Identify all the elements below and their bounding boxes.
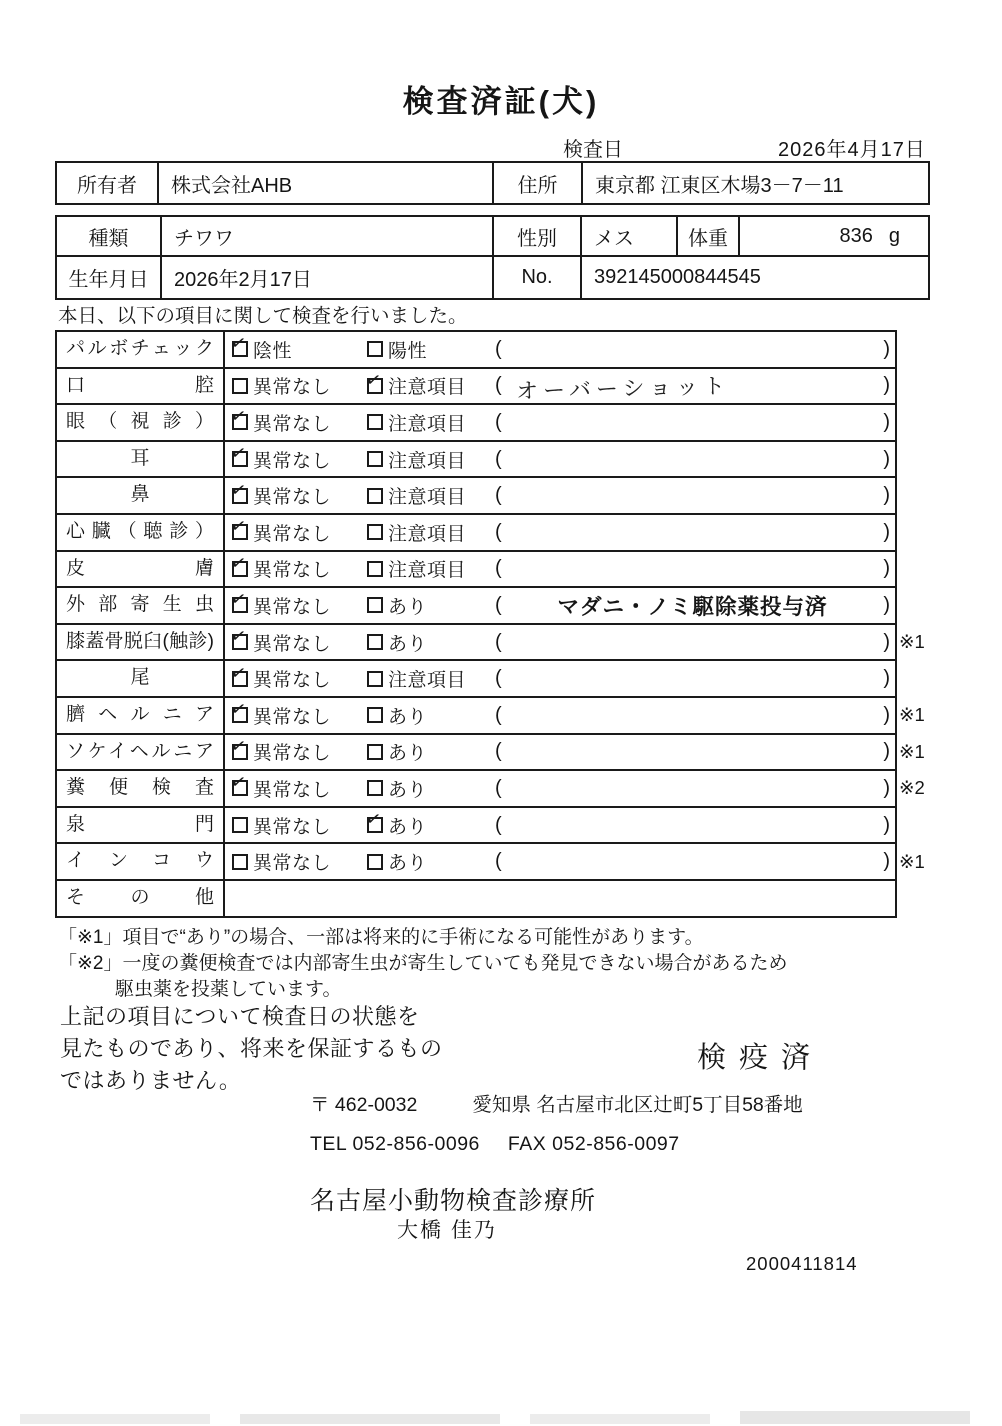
checklist-row-fontanelle <box>57 806 895 843</box>
check-icon: ✓ <box>229 441 248 465</box>
paren-close: ) <box>883 850 890 873</box>
postal-code: 〒 462-0032 <box>310 1094 418 1116</box>
option-no-abnormality: ✓ 異常なし <box>229 441 332 472</box>
intro-text: 本日、以下の項目に関して検査を行いました。 <box>58 305 468 327</box>
exam-item-label: 口腔 <box>57 369 225 404</box>
checkbox-icon <box>367 341 383 357</box>
exam-item-label: 耳 <box>57 442 225 477</box>
checkbox-icon <box>364 368 383 394</box>
other-empty-cell <box>225 881 895 916</box>
checkbox-icon <box>229 441 248 467</box>
footnote-mark: ※1 <box>899 740 925 762</box>
no-label: No. <box>492 257 580 298</box>
option-no-abnormality: ✓ 異常なし <box>229 734 332 765</box>
checkbox-icon <box>367 488 383 504</box>
paren-close: ) <box>883 374 890 397</box>
option-no-abnormality: 異常なし <box>232 812 367 839</box>
checkbox-icon <box>229 734 248 760</box>
exam-item-label: 鼻 <box>57 478 225 513</box>
checkbox-icon <box>367 561 383 577</box>
option-present: あり <box>367 775 495 802</box>
paren-close: ) <box>883 520 890 543</box>
weight-value: 836 <box>839 224 873 247</box>
exam-item-label: 外部寄生虫 <box>57 588 225 623</box>
option-present: ✓ あり <box>364 807 428 838</box>
paren-close: ) <box>883 484 890 507</box>
checkbox-icon <box>367 597 383 613</box>
check-icon: ✓ <box>364 807 383 831</box>
checkbox-icon <box>367 634 383 650</box>
option-no-abnormality: ✓ 異常なし <box>229 515 332 545</box>
checkbox-icon <box>229 661 248 687</box>
exam-item-label: 心臓（聴診） <box>57 515 225 550</box>
paren-close: ) <box>883 410 890 433</box>
checklist-row-patella <box>57 623 925 660</box>
checkbox-icon <box>367 524 383 540</box>
option-present: あり <box>367 592 495 619</box>
scan-artifact-band <box>0 1408 1002 1426</box>
option-caution: 注意項目 <box>367 519 495 546</box>
option-positive: 陽性 <box>367 336 495 363</box>
exam-item-label: その他 <box>57 881 225 916</box>
paren-open: ( <box>495 593 502 616</box>
option-caution: 注意項目 <box>367 446 495 473</box>
clinic-postal-row <box>310 1089 803 1117</box>
birthdate-label: 生年月日 <box>68 269 149 291</box>
footnote-2: 「※2」一度の糞便検査では内部寄生虫が寄生していても発見できない場合があるため <box>58 953 788 974</box>
check-icon: ✓ <box>229 734 248 757</box>
check-icon: ✓ <box>229 771 248 794</box>
exam-item-label: 泉門 <box>57 808 225 843</box>
paren-close: ) <box>883 667 890 690</box>
option-present: あり <box>367 702 495 729</box>
option-no-abnormality: ✓ 異常なし <box>229 698 332 728</box>
paren-close: ) <box>883 813 890 836</box>
checkbox-icon <box>367 780 383 796</box>
quarantine-stamp-text: 検疫済 <box>697 1042 824 1074</box>
checklist-row-inkou <box>57 842 925 879</box>
weight-value-cell <box>738 217 928 255</box>
option-no-abnormality: 異常なし <box>232 372 367 399</box>
checkbox-icon <box>229 551 248 577</box>
exam-item-label: 皮膚 <box>57 552 225 587</box>
checklist-row-fecal-exam <box>57 769 925 806</box>
paren-open: ( <box>495 630 502 653</box>
paren-open: ( <box>495 337 502 360</box>
checklist-row-umbilical-hernia <box>57 696 925 733</box>
check-icon: ✓ <box>229 661 248 684</box>
checklist-row-skin <box>57 550 895 587</box>
option-no-abnormality: ✓ 異常なし <box>229 551 332 582</box>
paren-open: ( <box>495 813 502 836</box>
treatment-remark: マダニ・ノミ駆除薬投与済 <box>557 594 828 619</box>
checkbox-icon <box>367 414 383 430</box>
checkbox-icon <box>367 854 383 870</box>
checkbox-icon <box>229 478 248 504</box>
paren-close: ) <box>883 337 890 360</box>
option-caution: 注意項目 <box>367 482 495 509</box>
paren-close: ) <box>883 703 890 726</box>
exam-item-label: インコウ <box>57 844 225 879</box>
option-caution: 注意項目 <box>367 409 495 436</box>
footnote-mark: ※1 <box>899 631 925 653</box>
exam-item-label: 糞便検査 <box>57 771 225 806</box>
paren-open: ( <box>495 410 502 433</box>
owner-table <box>55 161 930 205</box>
checkbox-icon <box>229 588 248 613</box>
checkbox-icon <box>229 771 248 796</box>
check-icon: ✓ <box>229 698 248 721</box>
check-icon: ✓ <box>364 368 383 392</box>
check-icon: ✓ <box>229 588 248 611</box>
paren-close: ) <box>883 447 890 470</box>
paren-open: ( <box>495 850 502 873</box>
breed-value: チワワ <box>160 217 492 255</box>
paren-open: ( <box>495 557 502 580</box>
pet-info-row-2 <box>57 257 928 298</box>
paren-close: ) <box>883 593 890 616</box>
option-caution: 注意項目 <box>367 665 495 692</box>
exam-item-label: 臍ヘルニア <box>57 698 225 733</box>
option-present: あり <box>367 738 495 765</box>
checkbox-icon <box>229 515 248 540</box>
paren-open: ( <box>495 447 502 470</box>
check-icon: ✓ <box>229 515 248 538</box>
checklist-row-heart <box>57 513 895 550</box>
option-negative: ✓ 陰性 <box>229 332 293 362</box>
pet-info-table <box>55 215 930 300</box>
option-no-abnormality: ✓ 異常なし <box>229 405 332 435</box>
disclaimer-line-3: ではありません。 <box>60 1068 242 1093</box>
paren-close: ) <box>883 630 890 653</box>
option-no-abnormality: ✓ 異常なし <box>229 478 332 509</box>
checklist-row-ectoparasites <box>57 586 895 623</box>
checklist-row-nose <box>57 476 895 513</box>
check-icon: ✓ <box>229 478 248 501</box>
clinic-address: 愛知県 名古屋市北区辻町5丁目58番地 <box>472 1094 803 1116</box>
footnote-mark: ※1 <box>899 850 925 872</box>
footnote-1: 「※1」項目で“あり”の場合、一部は将来的に手術になる可能性があります。 <box>58 927 704 948</box>
breed-label: 種類 <box>88 227 129 250</box>
checkbox-icon <box>232 378 248 394</box>
checkbox-icon <box>229 698 248 723</box>
checklist-row-ears <box>57 440 895 477</box>
inspection-date-label: 検査日 <box>563 139 623 161</box>
sex-label: 性別 <box>492 217 580 255</box>
checkbox-icon <box>229 332 248 357</box>
footnote-2-continued: 駆虫薬を投薬しています。 <box>115 979 342 1000</box>
check-icon: ✓ <box>229 624 248 648</box>
option-no-abnormality: ✓ 異常なし <box>229 771 332 801</box>
checkbox-icon <box>229 624 248 650</box>
weight-label: 体重 <box>676 217 738 255</box>
sex-value: メス <box>580 217 676 255</box>
exam-checklist-table <box>55 330 925 918</box>
paren-close: ) <box>883 557 890 580</box>
checkbox-icon <box>367 451 383 467</box>
option-caution: ✓ 注意項目 <box>364 368 467 399</box>
paren-open: ( <box>495 520 502 543</box>
owner-value: 株式会社AHB <box>157 163 492 203</box>
clinic-tel-row <box>310 1133 680 1156</box>
check-icon: ✓ <box>229 332 248 355</box>
option-present: あり <box>367 848 495 875</box>
veterinarian-name: 大橋 佳乃 <box>397 1219 497 1242</box>
checklist-row-inguinal-hernia <box>57 733 925 770</box>
footnote-mark: ※1 <box>899 704 925 726</box>
exam-item-label: パルボチェック <box>57 332 225 367</box>
checkbox-icon <box>367 744 383 760</box>
inspection-date-value: 2026年4月17日 <box>778 139 926 161</box>
exam-item-label: 尾 <box>57 661 225 696</box>
checklist-row-other <box>57 879 895 916</box>
option-caution: 注意項目 <box>367 555 495 582</box>
option-no-abnormality: 異常なし <box>232 848 367 875</box>
checklist-row-tail <box>57 659 895 696</box>
owner-label: 所有者 <box>77 174 137 197</box>
pet-info-row-1 <box>57 217 928 257</box>
checkbox-icon <box>232 854 248 870</box>
exam-item-label: 膝蓋骨脱臼(触診) <box>57 625 225 660</box>
paren-open: ( <box>495 374 502 397</box>
checklist-row-parvo <box>57 332 895 367</box>
paren-close: ) <box>883 776 890 799</box>
birthdate-value: 2026年2月17日 <box>160 257 492 298</box>
clinic-name: 名古屋小動物検査診療所 <box>310 1187 597 1215</box>
address-value: 東京都 江東区木場3－7－11 <box>581 163 928 203</box>
serial-number: 2000411814 <box>746 1253 858 1274</box>
paren-open: ( <box>495 776 502 799</box>
paren-open: ( <box>495 703 502 726</box>
check-icon: ✓ <box>229 551 248 575</box>
option-no-abnormality: ✓ 異常なし <box>229 624 332 655</box>
checkbox-icon <box>229 405 248 430</box>
option-no-abnormality: ✓ 異常なし <box>229 661 332 692</box>
no-value: 392145000844545 <box>580 257 928 298</box>
checkbox-icon <box>367 671 383 687</box>
paren-close: ) <box>883 740 890 763</box>
address-label: 住所 <box>492 163 581 203</box>
footnote-mark: ※2 <box>899 777 925 799</box>
checklist-row-eyes <box>57 403 895 440</box>
checklist-row-mouth <box>57 367 895 404</box>
option-present: あり <box>367 629 495 656</box>
checkbox-icon <box>364 807 383 833</box>
clinic-tel: TEL 052-856-0096 <box>310 1133 480 1155</box>
check-icon: ✓ <box>229 405 248 428</box>
checkbox-icon <box>232 817 248 833</box>
handwritten-remark: オーバーショット <box>515 373 731 405</box>
exam-item-label: ソケイヘルニア <box>57 735 225 770</box>
page-title: 検査済証(犬) <box>402 84 600 119</box>
exam-item-label: 眼（視診） <box>57 405 225 440</box>
paren-open: ( <box>495 667 502 690</box>
paren-open: ( <box>495 484 502 507</box>
option-no-abnormality: ✓ 異常なし <box>229 588 332 618</box>
clinic-fax: FAX 052-856-0097 <box>507 1133 680 1155</box>
disclaimer-text <box>60 1001 443 1097</box>
disclaimer-line-2: 見たものであり、将来を保証するもの <box>60 1036 443 1061</box>
weight-unit: g <box>888 224 900 247</box>
disclaimer-line-1: 上記の項目について検査日の状態を <box>60 1004 420 1029</box>
paren-open: ( <box>495 740 502 763</box>
checkbox-icon <box>367 707 383 723</box>
